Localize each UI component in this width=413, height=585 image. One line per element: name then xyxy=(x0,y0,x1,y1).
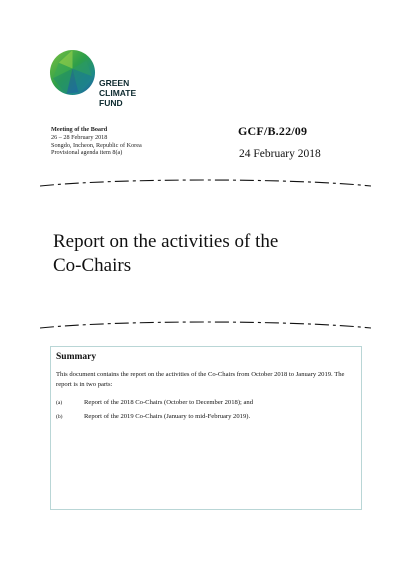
list-item-text: Report of the 2018 Co-Chairs (October to December 2018); and xyxy=(84,399,254,406)
meeting-dates: 26 – 28 February 2018 xyxy=(51,133,108,141)
org-name-line: CLIMATE xyxy=(99,88,137,98)
org-name xyxy=(99,78,136,108)
document-code: GCF/B.22/09 xyxy=(238,124,308,138)
summary-box xyxy=(50,346,362,510)
title-line: Report on the activities of the xyxy=(53,231,279,252)
gcf-logo-icon xyxy=(49,49,96,96)
list-marker: (b) xyxy=(56,414,63,420)
org-name-line: GREEN xyxy=(99,78,130,88)
meeting-info xyxy=(51,126,142,157)
title-line: Co-Chairs xyxy=(53,255,132,276)
summary-heading: Summary xyxy=(56,352,97,362)
summary-text: This document contains the report on the activities of the Co-Chairs from October 2018 to January 2019. The report is in two parts: xyxy=(56,371,345,388)
document-date: 24 February 2018 xyxy=(239,148,321,160)
org-name-line: FUND xyxy=(99,98,123,108)
wave-divider xyxy=(40,318,371,334)
wave-divider xyxy=(40,176,371,192)
document-title xyxy=(53,230,278,278)
meeting-location: Songdo, Incheon, Republic of Korea xyxy=(51,141,142,149)
meeting-agenda: Provisional agenda item 8(a) xyxy=(51,149,123,157)
list-marker: (a) xyxy=(56,400,63,406)
list-item-text: Report of the 2019 Co-Chairs (January to mid-February 2019). xyxy=(84,413,251,420)
meeting-title: Meeting of the Board xyxy=(51,126,108,133)
